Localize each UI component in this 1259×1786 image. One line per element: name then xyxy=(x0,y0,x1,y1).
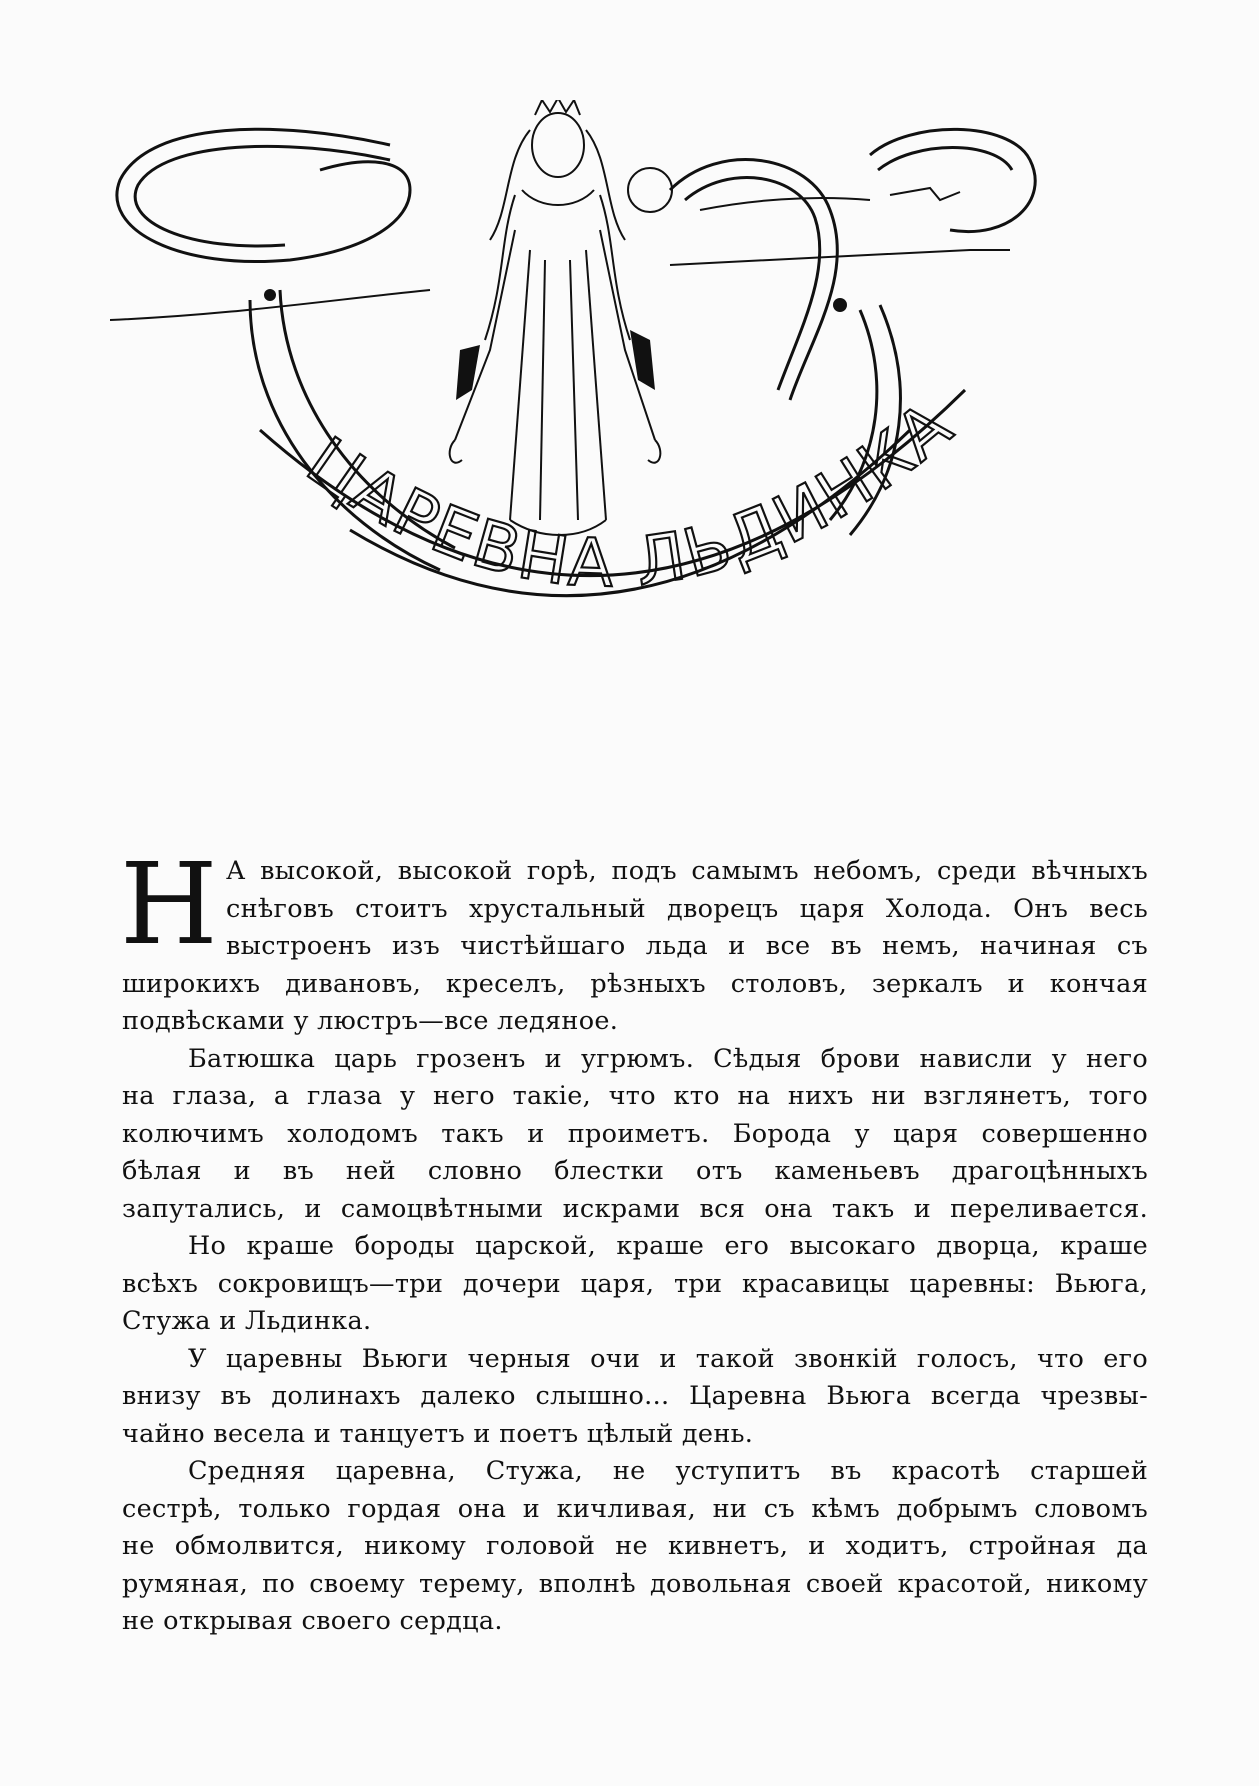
text-line: на глаза, а глаза у него такіе, что кто на нихъ ни взглянетъ, того xyxy=(122,1081,1148,1111)
text-line: сестрѣ, только гордая она и кичливая, ни съ кѣмъ добрымъ словомъ xyxy=(122,1493,1148,1524)
paragraph-3 xyxy=(122,1228,1148,1341)
title-textpath: ЦАРЕВНА ЛЬДИНКА xyxy=(293,385,968,603)
text-line: бѣлая и въ ней словно блестки отъ каменьевъ драгоцѣнныхъ xyxy=(122,1156,1148,1186)
paragraph-5 xyxy=(122,1453,1148,1641)
text-line: подвѣсками у люстръ—все ледяное. xyxy=(122,1006,619,1036)
text-line: А высокой, высокой горѣ, подъ самымъ небомъ, среди вѣчныхъ xyxy=(225,856,1148,886)
text-line: не обмолвится, никому головой не кивнетъ, и ходитъ, стройная да xyxy=(122,1531,1148,1561)
princess-figure xyxy=(450,100,661,535)
title-illustration-svg xyxy=(110,100,1160,680)
paragraph-2 xyxy=(122,1041,1148,1229)
sun-icon xyxy=(628,168,672,212)
figure-shading xyxy=(264,289,847,400)
text-line: чайно весела и танцуетъ и поетъ цѣлый день. xyxy=(122,1418,754,1449)
text-line: выстроенъ изъ чистѣйшаго льда и все въ немъ, начиная съ xyxy=(225,931,1148,961)
text-line: У царевны Вьюги черныя очи и такой звонкій голосъ, что его xyxy=(188,1343,1148,1374)
text-line: Стужа и Льдинка. xyxy=(122,1306,372,1336)
text-line: всѣхъ сокровищъ—три дочери царя, три красавицы царевны: Вьюга, xyxy=(122,1268,1148,1299)
text-line: Батюшка царь грозенъ и угрюмъ. Сѣдыя брови нависли у него xyxy=(188,1043,1148,1074)
text-line: не открывая своего сердца. xyxy=(122,1606,503,1636)
story-text xyxy=(120,840,1148,1641)
title-text xyxy=(293,386,967,603)
text-line: широкихъ дивановъ, креселъ, рѣзныхъ столовъ, зеркалъ и кончая xyxy=(122,968,1148,999)
text-line: румяная, по своему терему, вполнѣ довольная своей красотой, никому xyxy=(122,1568,1148,1599)
text-line: Но краше бороды царской, краше его высокаго дворца, краше xyxy=(188,1231,1148,1261)
dropcap-letter: Н xyxy=(120,840,218,970)
paragraph-4 xyxy=(122,1341,1148,1454)
text-line: внизу въ долинахъ далеко слышно... Царевна Вьюга всегда чрезвы- xyxy=(122,1381,1148,1411)
text-line: колючимъ холодомъ такъ и проиметъ. Борода у царя совершенно xyxy=(122,1118,1148,1149)
text-line: запутались, и самоцвѣтными искрами вся она такъ и переливается. xyxy=(122,1193,1148,1224)
paragraph-1 xyxy=(120,840,1148,1041)
title-illustration xyxy=(110,100,1160,680)
text-line: Средняя царевна, Стужа, не уступитъ въ красотѣ старшей xyxy=(188,1456,1148,1486)
landscape xyxy=(110,168,1010,320)
text-line: снѣговъ стоитъ хрустальный дворецъ царя Холода. Онъ весь xyxy=(225,893,1148,924)
